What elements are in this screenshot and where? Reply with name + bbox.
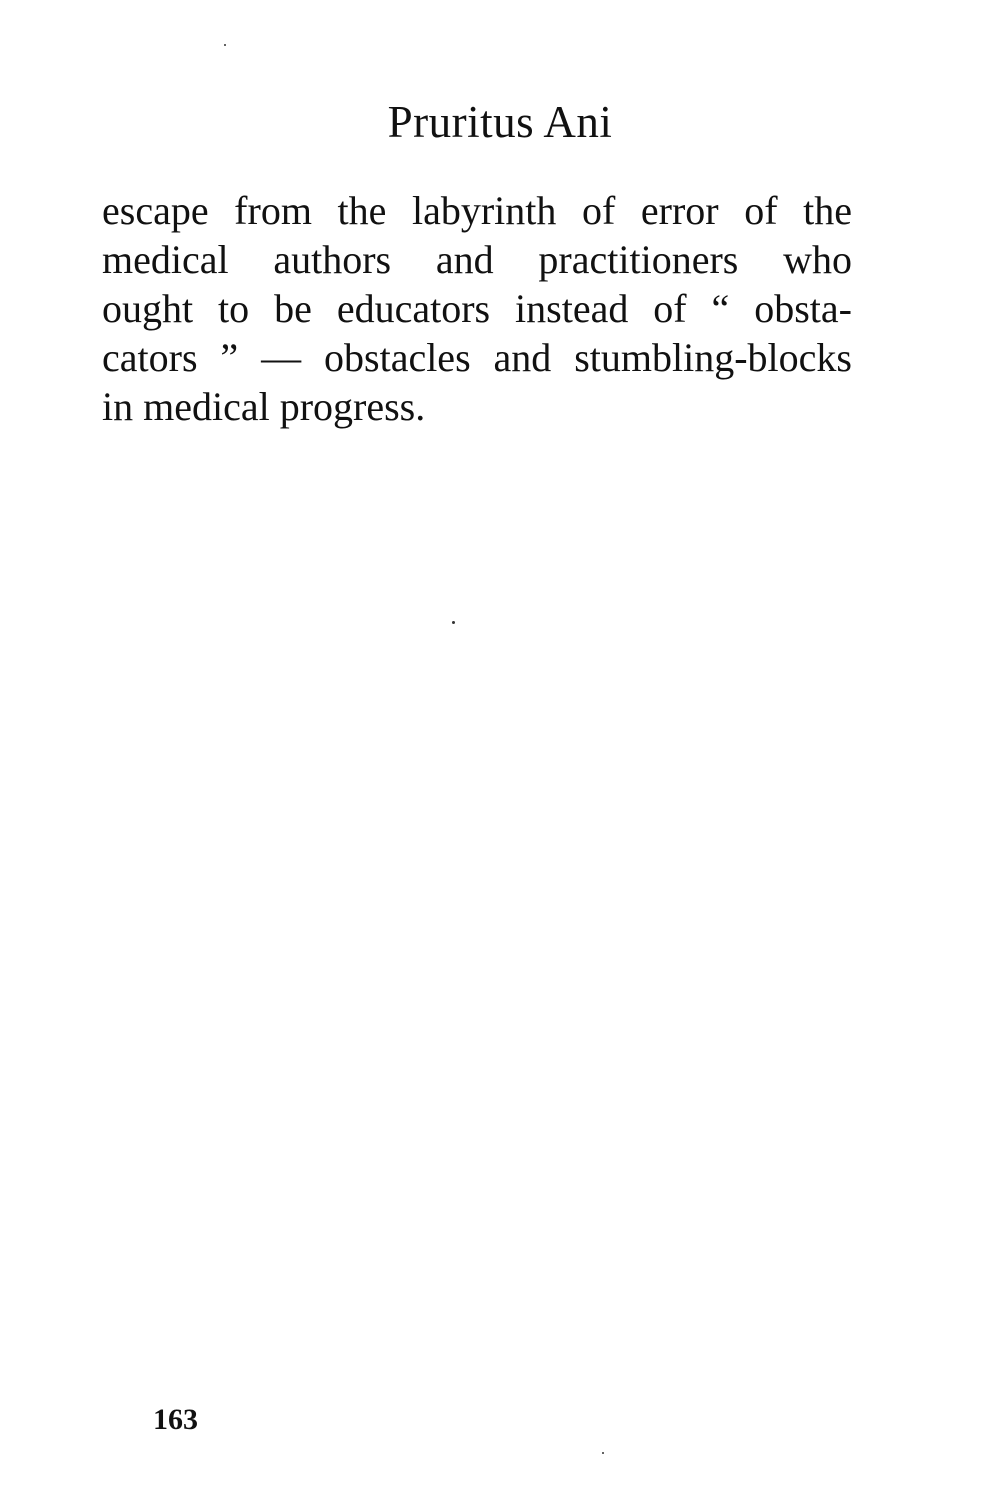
body-paragraph	[102, 186, 852, 431]
ink-speck	[224, 44, 226, 46]
paragraph-line: cators ” — obstacles and stumbling-blocks	[102, 335, 852, 380]
paragraph-line: in medical progress.	[102, 384, 426, 429]
paragraph-line: ought to be educators instead of “ obsta-	[102, 286, 852, 331]
page-number: 163	[153, 1403, 198, 1436]
paragraph-line: medical authors and practitioners who	[102, 237, 852, 282]
paragraph-line: escape from the labyrinth of error of the	[102, 188, 852, 233]
ink-speck	[452, 621, 455, 624]
running-head: Pruritus Ani	[387, 97, 613, 147]
ink-speck	[602, 1452, 604, 1454]
